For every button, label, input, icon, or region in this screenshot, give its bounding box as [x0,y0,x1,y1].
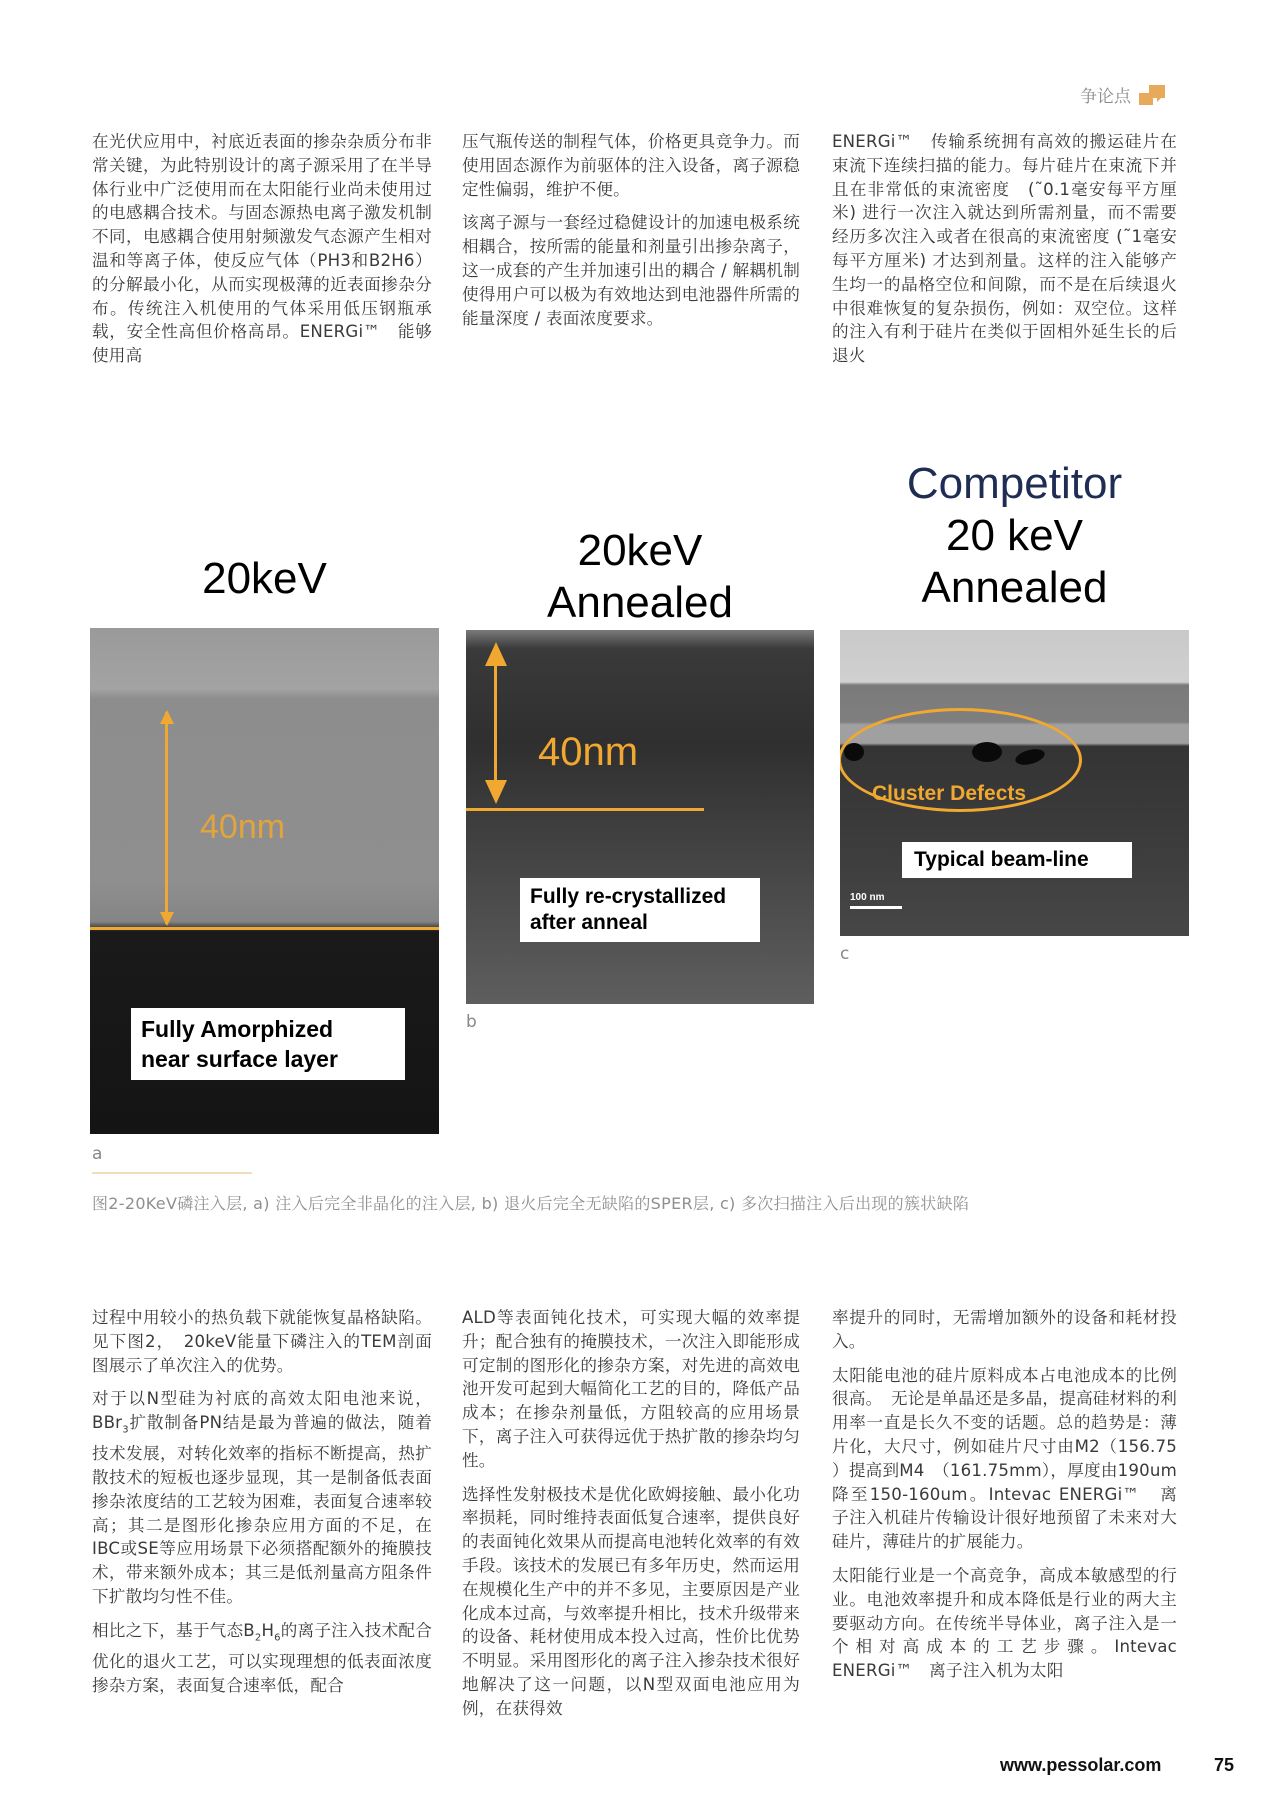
annotation-box [902,842,1132,878]
arrow-down-icon [485,780,507,804]
panel-letter-c: c [840,944,850,964]
measure-label: 40nm [538,730,639,774]
panel-letter-b: b [466,1012,477,1032]
boundary-line [90,927,439,930]
speech-bubbles-icon [1139,83,1169,107]
annotation-line: after anneal [530,911,648,934]
panel-c-title [840,458,1189,614]
paragraph: ALD等表面钝化技术，可实现大幅的效率提升；配合独有的掩膜技术，一次注入即能形成可定制的图形化的掺杂方案，对先进的高效电池开发可起到大幅简化工艺的目的，降低产品成本；在掺杂剂量低，方阻较高的应用场景下，离子注入可获得远优于热扩散的掺杂均匀性。 [462,1308,800,1470]
arrow-up-icon [485,642,507,666]
figure-caption: 图2-20KeV磷注入层, a) 注入后完全非晶化的注入层, b) 退火后完全无缺陷的SPER层, c) 多次扫描注入后出现的簇状缺陷 [92,1194,970,1213]
footer-website-link[interactable]: www.pessolar.com [1000,1755,1162,1775]
paragraph: ENERGi™ 传输系统拥有高效的搬运硅片在束流下连续扫描的能力。每片硅片在束流下并且在非常低的束流密度 (˜0.1毫安每平方厘米) 进行一次注入就达到所需剂量，而不需要经历多次注入或者在很高的束流密度 (˜1毫安每平方厘米) 才达到剂量。这样的注入能够产生均一的晶格空位和间隙，而不是在后续退火中很难恢复的复杂损伤，例如：双空位。这样的注入有利于硅片在类似于固相外延生长的后退火 [832,132,1177,366]
section-tag-label: 争论点 [1080,87,1131,107]
boundary-line [466,808,704,811]
tem-image-c [840,630,1189,936]
paragraph: 对于以N型硅为衬底的高效太阳电池来说，BBr$_3$扩散制备PN结是最为普遍的做法，随着技术发展，对转化效率的指标不断提高，热扩散技术的短板也逐步显现，其一是制备低表面掺杂浓度结的工艺较为困难，表面复合速率较高；其二是图形化掺杂应用方面的不足，在IBC或SE等应用场景下必须搭配额外的掩膜技术，带来额外成本；其三是低剂量高方阻条件下扩散均匀性不佳。 [92,1389,432,1607]
measure-line [494,650,497,800]
top-column-2 [462,130,800,370]
tem-image-a [90,628,439,1134]
top-column-3 [832,130,1177,370]
title-line: 20keV [577,526,703,575]
paragraph: 该离子源与一套经过稳健设计的加速电极系统相耦合，按所需的能量和剂量引出掺杂离子，这一成套的产生并加速引出的耦合 / 解耦机制使得用户可以极为有效地达到电池器件所需的能量深度 / 表面浓度要求。 [462,213,800,328]
paragraph: 相比之下，基于气态$B_2H_6$的离子注入技术配合优化的退火工艺，可以实现理想的低表面浓度掺杂方案，表面复合速率低，配合 [92,1620,432,1695]
annotation-line: Typical beam-line [914,848,1089,871]
annotation-box [131,1008,405,1080]
title-line: Annealed [921,563,1108,612]
panel-b-title [466,525,814,629]
annotation-line: near surface layer [141,1046,338,1072]
measure-label: 40nm [200,808,286,846]
bottom-column-2 [462,1306,800,1726]
paragraph: 过程中用较小的热负载下就能恢复晶格缺陷。见下图2， 20keV能量下磷注入的TEM剖面图展示了单次注入的优势。 [92,1308,432,1375]
top-column-1 [92,130,432,370]
bottom-column-1 [92,1306,432,1726]
tem-image-b [466,630,814,1004]
paragraph: 在光伏应用中，衬底近表面的掺杂杂质分布非常关键，为此特别设计的离子源采用了在半导体行业中广泛使用而在太阳能行业尚未使用过的电感耦合技术。与固态源热电离子激发机制不同，电感耦合使用射频激发气态源产生相对温和等离子体，使反应气体（PH3和B2H6）的分解最小化，从而实现极薄的近表面掺杂分布。传统注入机使用的气体采用低压钢瓶承载，安全性高但价格高昂。ENERGi™ 能够使用高 [92,132,432,366]
annotation-line: Fully Amorphized [141,1016,334,1042]
caption-rule [92,1172,252,1174]
measure-line [165,712,168,924]
panel-letter-a: a [92,1144,103,1164]
arrow-down-icon [160,912,174,926]
defect-blob [972,742,1002,762]
panel-a-title [90,553,439,605]
cluster-defects-label: Cluster Defects [872,782,1027,805]
title-line-competitor: Competitor [906,459,1123,508]
scale-bar [850,906,902,909]
title-line: Annealed [547,578,733,627]
annotation-box [520,878,760,942]
bottom-column-3 [832,1306,1194,1726]
defect-blob [844,743,864,761]
arrow-up-icon [160,710,174,724]
title-line: 20keV [202,554,327,603]
paragraph: 选择性发射极技术是优化欧姆接触、最小化功率损耗，同时维持表面低复合速率，提供良好的表面钝化效果从而提高电池转化效率的有效手段。该技术的发展已有多年历史，然而运用在规模化生产中的并不多见，主要原因是产业化成本过高，与效率提升相比，技术升级带来的设备、耗材使用成本投入过高，性价比优势不明显。采用图形化的离子注入掺杂技术很好地解决了这一问题，以N型双面电池应用为例，在获得效 [462,1484,800,1718]
page-number: 75 [1214,1755,1235,1775]
paragraph: 太阳能行业是一个高竞争，高成本敏感型的行业。电池效率提升和成本降低是行业的两大主要驱动方向。在传统半导体业，离子注入是一个相对高成本的工艺步骤。Intevac ENERGi™ 离子注入机为太阳 [832,1565,1177,1681]
annotation-line: Fully re-crystallized [530,885,727,908]
title-line: 20 keV [946,511,1083,560]
section-tag [1080,82,1169,107]
paragraph: 太阳能电池的硅片原料成本占电池成本的比例很高。 无论是单晶还是多晶，提高硅材料的利用率一直是长久不变的话题。总的趋势是：薄片化，大尺寸，例如硅片尺寸由M2（156.75 ）提高到M4 （161.75mm），厚度由190um 降至150-160um。Intevac ENERGi™ 离子注入机硅片传输设计很好地预留了未来对大硅片，薄硅片的扩展能力。 [832,1365,1194,1552]
paragraph: 率提升的同时，无需增加额外的设备和耗材投入。 [832,1308,1177,1351]
paragraph: 压气瓶传送的制程气体，价格更具竞争力。而使用固态源作为前驱体的注入设备，离子源稳定性偏弱，维护不便。 [462,132,800,199]
scale-bar-label: 100 nm [850,892,885,903]
